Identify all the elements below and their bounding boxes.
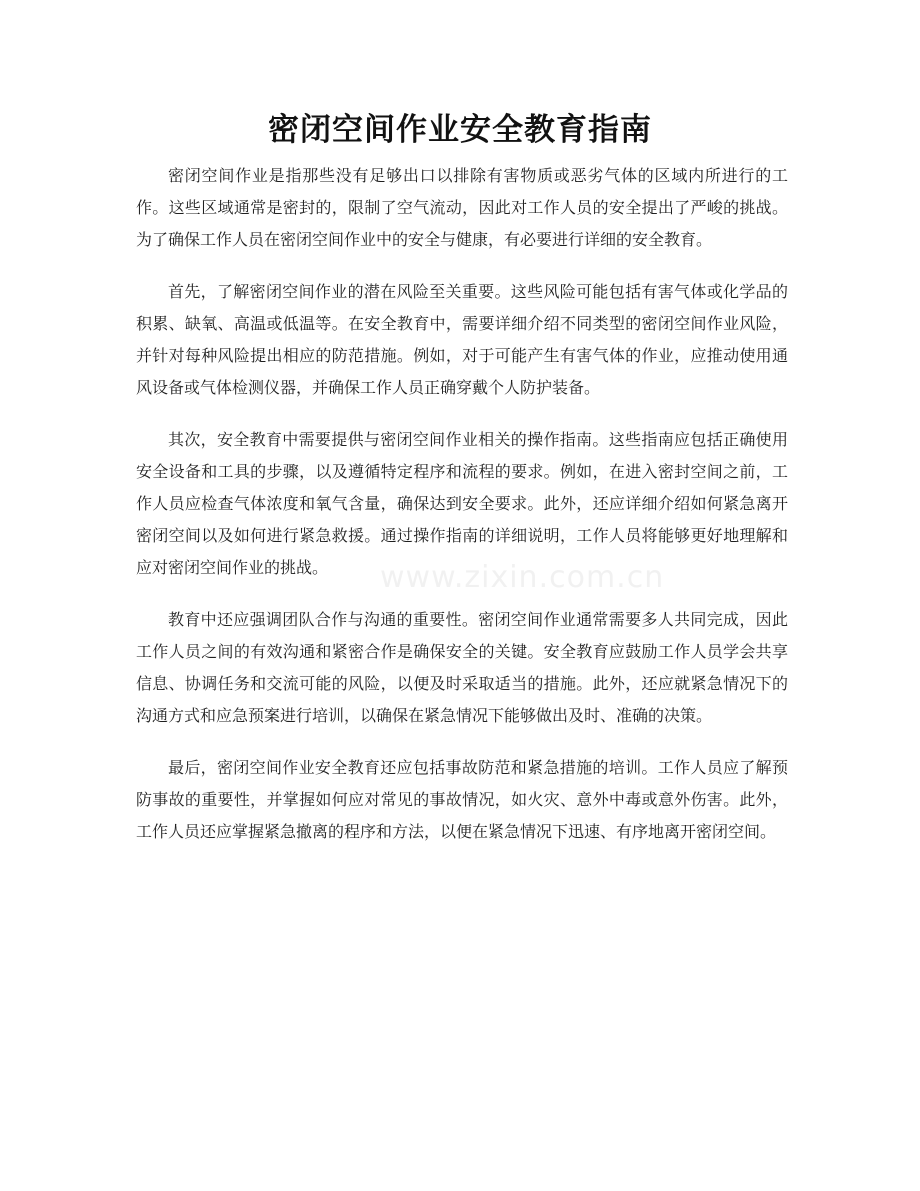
paragraph-intro: 密闭空间作业是指那些没有足够出口以排除有害物质或恶劣气体的区域内所进行的工作。这些区域通常是密封的，限制了空气流动，因此对工作人员的安全提出了严峻的挑战。为了确保工作人员在密闭空间作业中的安全与健康，有必要进行详细的安全教育。 (136, 166, 788, 249)
paragraph-risks: 首先，了解密闭空间作业的潜在风险至关重要。这些风险可能包括有害气体或化学品的积累、缺氧、高温或低温等。在安全教育中，需要详细介绍不同类型的密闭空间作业风险，并针对每种风险提出相应的防范措施。例如，对于可能产生有害气体的作业，应推动使用通风设备或气体检测仪器，并确保工作人员正确穿戴个人防护装备。 (136, 282, 788, 397)
paragraph-emergency: 最后，密闭空间作业安全教育还应包括事故防范和紧急措施的培训。工作人员应了解预防事故的重要性，并掌握如何应对常见的事故情况，如火灾、意外中毒或意外伤害。此外，工作人员还应掌握紧急撤离的程序和方法，以便在紧急情况下迅速、有序地离开密闭空间。 (136, 758, 788, 841)
paragraph-teamwork: 教育中还应强调团队合作与沟通的重要性。密闭空间作业通常需要多人共同完成，因此工作人员之间的有效沟通和紧密合作是确保安全的关键。安全教育应鼓励工作人员学会共享信息、协调任务和交流可能的风险，以便及时采取适当的措施。此外，还应就紧急情况下的沟通方式和应急预案进行培训，以确保在紧急情况下能够做出及时、准确的决策。 (136, 610, 788, 725)
document-title: 密闭空间作业安全教育指南 (268, 112, 652, 148)
watermark: www.zixin.com.cn (380, 560, 665, 595)
document-body (136, 160, 788, 868)
paragraph-operation-guide: 其次，安全教育中需要提供与密闭空间作业相关的操作指南。这些指南应包括正确使用安全设备和工具的步骤，以及遵循特定程序和流程的要求。例如，在进入密封空间之前，工作人员应检查气体浓度和氧气含量，确保达到安全要求。此外，还应详细介绍如何紧急离开密闭空间以及如何进行紧急救援。通过操作指南的详细说明，工作人员将能够更好地理解和应对密闭空间作业的挑战。 (136, 430, 788, 577)
